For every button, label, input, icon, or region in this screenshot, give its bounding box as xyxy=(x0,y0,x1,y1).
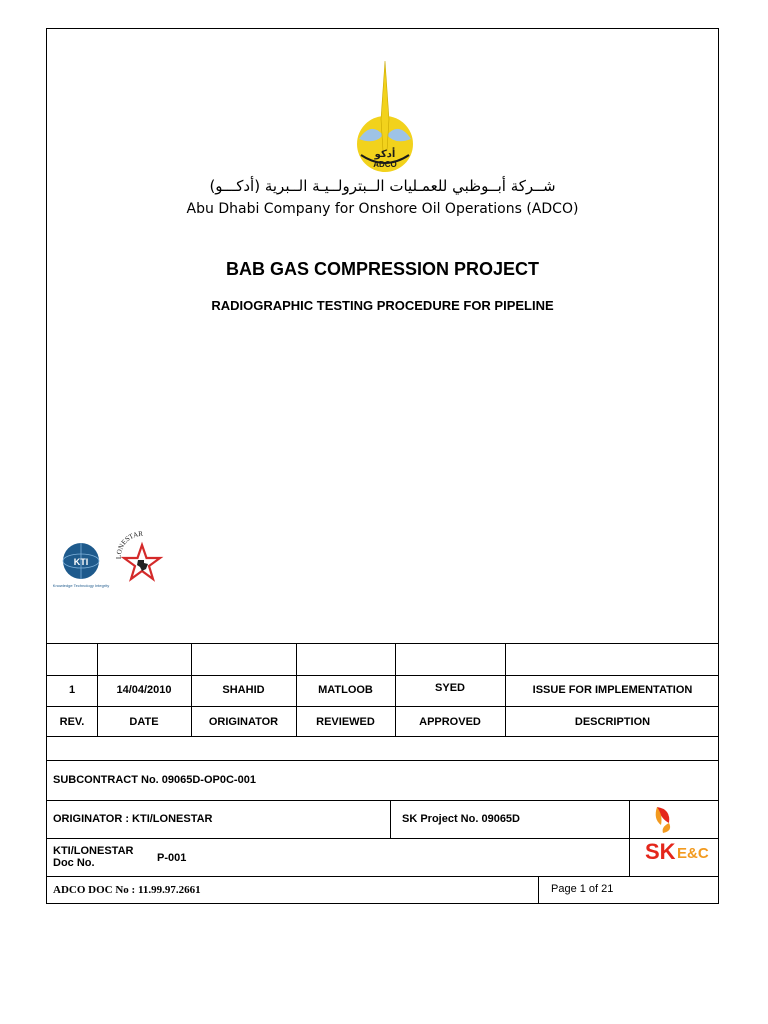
lonestar-logo xyxy=(111,529,173,591)
adco-logo-text: ADCO xyxy=(373,160,397,169)
kti-doc-label xyxy=(53,845,133,869)
adco-logo xyxy=(345,59,425,174)
ec-logo-text: E&C xyxy=(677,845,709,862)
adco-logo-spire xyxy=(381,61,389,151)
date-header: DATE xyxy=(129,716,159,728)
sk-logo-text: SK xyxy=(645,839,676,864)
document-frame xyxy=(46,28,719,904)
company-arabic-name: شــركة أبــوظبي للعمـليات الــبترولــيـة الــبرية (أدكـــو) xyxy=(209,177,556,195)
originator-cell: SHAHID xyxy=(222,684,265,696)
adco-doc-number: ADCO DOC No : 11.99.97.2661 xyxy=(53,884,201,896)
adco-logo-arabic: أدكو xyxy=(374,149,396,160)
project-subtitle: RADIOGRAPHIC TESTING PROCEDURE FOR PIPELINE xyxy=(211,298,554,313)
rev-cell: 1 xyxy=(68,684,76,696)
kti-logo-ring-text: Knowledge Technology Integrity xyxy=(52,583,110,588)
kti-logo-text: KTI xyxy=(73,557,89,567)
description-cell: ISSUE FOR IMPLEMENTATION xyxy=(532,684,693,696)
originator-header: ORIGINATOR xyxy=(208,716,279,728)
originator-label: ORIGINATOR : KTI/LONESTAR xyxy=(53,813,213,825)
approved-header: APPROVED xyxy=(419,716,481,728)
rev-header: REV. xyxy=(59,716,85,728)
sk-butterfly-icon xyxy=(651,805,675,835)
sk-ec-logo xyxy=(639,805,717,873)
kti-doc-label-line2: Doc No. xyxy=(53,857,95,869)
description-header: DESCRIPTION xyxy=(574,716,651,728)
page-number: Page 1 of 21 xyxy=(551,883,614,895)
lonestar-logo-text: LONESTAR xyxy=(114,529,144,560)
sk-project-number: SK Project No. 09065D xyxy=(402,813,520,825)
kti-doc-label-line1: KTI/LONESTAR xyxy=(53,845,134,857)
kti-doc-number: P-001 xyxy=(157,852,187,864)
reviewed-header: REVIEWED xyxy=(316,716,375,728)
project-title: BAB GAS COMPRESSION PROJECT xyxy=(225,259,540,279)
subcontract-number: SUBCONTRACT No. 09065D-OP0C-001 xyxy=(53,774,256,786)
reviewed-cell: MATLOOB xyxy=(318,684,373,696)
kti-logo xyxy=(51,539,111,591)
date-cell: 14/04/2010 xyxy=(116,684,172,696)
approved-cell: SYED xyxy=(435,682,465,694)
company-english-name: Abu Dhabi Company for Onshore Oil Operations (ADCO) xyxy=(186,201,579,217)
